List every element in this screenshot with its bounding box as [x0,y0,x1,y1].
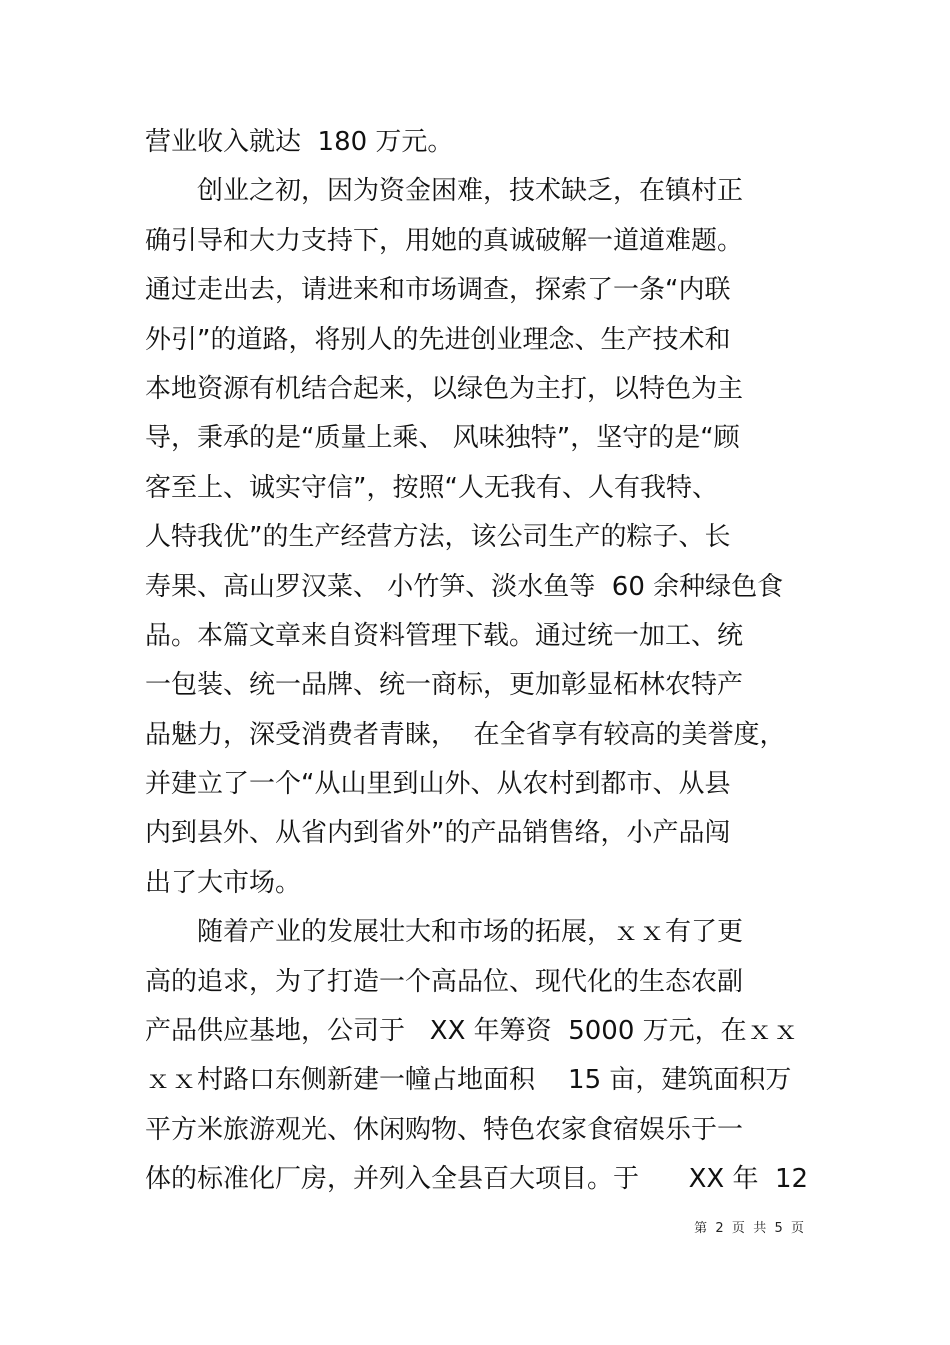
text-line: 确引导和大力支持下，用她的真诚破解一道道难题。 [145,225,744,256]
text-line: 品魅力，深受消费者青睐， 在全省享有较高的美誉度， [145,719,786,750]
text-line: 本地资源有机结合起来，以绿色为主打，以特色为主 [145,373,744,404]
paragraph-start-line: 随着产业的发展壮大和市场的拓展，ｘｘ有了更 [197,917,744,948]
text-line: 寿果、高山罗汉菜、 小竹笋、淡水鱼等 60 余种绿色食 [145,571,784,602]
text-line: 并建立了一个“从山里到山外、从农村到都市、从县 [145,769,731,800]
text-line: 客至上、诚实守信”，按照“人无我有、人有我特、 [145,472,718,503]
document-body [145,118,825,1205]
text-line: 营业收入就达 180 万元。 [145,127,454,157]
text-line: 品。本篇文章来自资料管理下载。通过统一加工、统 [145,620,744,651]
text-line: 导，秉承的是“质量上乘、 风味独特”，坚守的是“顾 [145,423,740,454]
text-line: 平方米旅游观光、休闲购物、特色农家食宿娱乐于一 [145,1114,744,1145]
text-line: 一包装、统一品牌、统一商标，更加彰显柘林农特产 [145,670,744,701]
text-line: 体的标准化厂房，并列入全县百大项目。于 XX 年 12 [145,1164,809,1195]
text-line: 内到县外、从省内到省外”的产品销售络，小产品闯 [145,818,731,849]
text-line: 人特我优”的生产经营方法，该公司生产的粽子、长 [145,522,731,553]
text-line: 出了大市场。 [145,867,302,898]
text-line: 产品供应基地，公司于 XX 年筹资 5000 万元，在ｘｘ [145,1016,799,1047]
text-line: 外引”的道路，将别人的先进创业理念、生产技术和 [145,324,731,355]
text-line: 通过走出去，请进来和市场调查，探索了一条“内联 [145,275,731,306]
text-line: ｘｘ村路口东侧新建一幢占地面积 15 亩，建筑面积万 [145,1065,792,1096]
text-line: 高的追求，为了打造一个高品位、现代化的生态农副 [145,966,744,997]
page-number-footer: 第 2 页 共 5 页 [694,1221,804,1236]
paragraph-start-line: 创业之初，因为资金困难，技术缺乏，在镇村正 [197,176,744,207]
